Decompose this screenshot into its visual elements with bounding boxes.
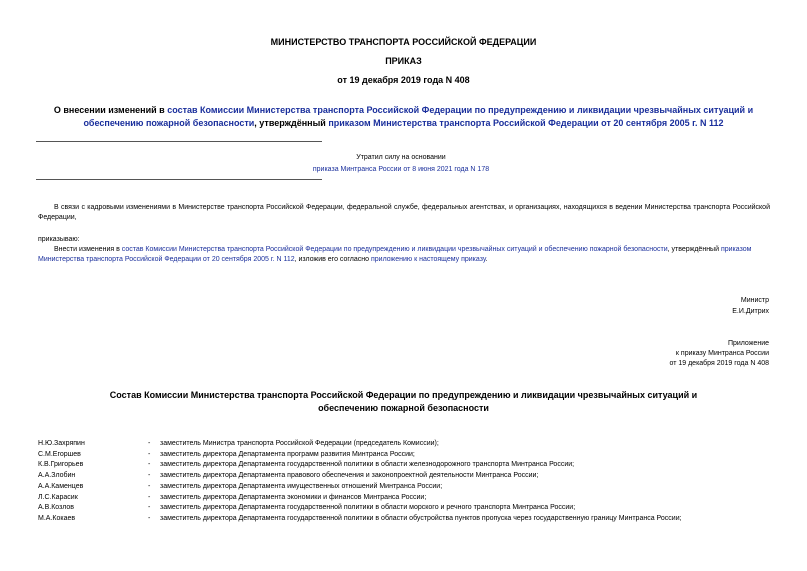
paragraph-intro: В связи с кадровыми изменениями в Министерстве транспорта Российской Федерации, федеральной службе, федеральных агентствах, и организациях, находящихся в ведении Министерства транспорта Российской Федерации,: [38, 204, 770, 221]
appendix-line3: от 19 декабря 2019 года N 408: [669, 360, 769, 367]
member-name: К.В.Григорьев: [38, 461, 84, 469]
order-prefix: Внести изменения в: [54, 246, 122, 253]
title-link-composition[interactable]: состав Комиссии Министерства транспорта Российской Федерации по предупреждению и ликвидации чрезвычайных ситуаций и обеспечению пожарной безопасности: [83, 105, 754, 128]
order-link-composition[interactable]: состав Комиссии Министерства транспорта Российской Федерации по предупреждению и ликвидации чрезвычайных ситуаций и обеспечению пожарной безопасности: [121, 246, 668, 253]
status-link[interactable]: приказа Минтранса России от 8 июня 2021 года N 178: [312, 166, 490, 173]
member-dash: -: [148, 461, 151, 469]
member-role: заместитель директора Департамента экономики и финансов Минтранса России;: [160, 493, 427, 501]
title-prefix: О внесении изменений в: [53, 105, 168, 115]
signature-name: Е.И.Дитрих: [732, 308, 769, 315]
document-date-number: от 19 декабря 2019 года N 408: [337, 75, 470, 85]
ministry-heading: МИНИСТЕРСТВО ТРАНСПОРТА РОССИЙСКОЙ ФЕДЕРАЦИИ: [270, 37, 537, 47]
status-note: Утратил силу на основании: [356, 154, 446, 161]
divider-bottom: [36, 179, 322, 180]
member-dash: -: [148, 493, 151, 501]
member-role: заместитель директора Департамента правового обеспечения и законопроектной деятельности Минтранса России;: [160, 472, 539, 480]
member-role: заместитель директора Департамента имущественных отношений Минтранса России;: [160, 482, 443, 490]
member-name: Л.С.Карасик: [38, 493, 78, 501]
paragraph-order: [38, 245, 770, 264]
member-dash: -: [148, 472, 151, 480]
member-name: М.А.Кокаев: [38, 514, 76, 522]
document-title: [52, 104, 755, 130]
appendix-label: Приложение: [727, 340, 769, 347]
member-name: А.А.Каменцев: [38, 482, 84, 490]
order-link-order-112[interactable]: приказом Министерства транспорта Российской Федерации от 20 сентября 2005 г. N 112: [38, 246, 752, 263]
order-word: приказываю:: [38, 236, 80, 243]
member-role: заместитель директора Департамента государственной политики в области морского и речного транспорта Минтранса России;: [160, 504, 576, 512]
member-dash: -: [148, 504, 151, 512]
order-mid2: , изложив его согласно: [294, 255, 371, 263]
order-mid1: , утверждённый: [667, 246, 721, 253]
member-name: А.В.Козлов: [38, 504, 75, 512]
member-dash: -: [148, 440, 151, 447]
title-middle: , утверждённый: [254, 118, 329, 128]
member-role: заместитель директора Департамента государственной политики в области обустройства пунктов пропуска через государственную границу Минтранса России;: [160, 514, 682, 522]
member-role: заместитель директора Департамента программ развития Минтранса России;: [160, 450, 415, 458]
member-dash: -: [148, 482, 151, 490]
member-name: Н.Ю.Захряпин: [38, 440, 85, 447]
order-end: .: [485, 255, 488, 263]
order-link-appendix[interactable]: приложению к настоящему приказу: [370, 255, 486, 263]
document-type: ПРИКАЗ: [385, 56, 422, 66]
signature-position: Министр: [740, 297, 769, 304]
member-dash: -: [148, 514, 151, 522]
member-dash: -: [148, 450, 151, 458]
member-role: заместитель Министра транспорта Российской Федерации (председатель Комиссии);: [160, 440, 439, 447]
composition-heading: Состав Комиссии Министерства транспорта Российской Федерации по предупреждению и ликвидации чрезвычайных ситуаций и обеспечению пожарной безопасности: [109, 390, 698, 413]
member-role: заместитель директора Департамента государственной политики в области железнодорожного транспорта Минтранса России;: [160, 461, 575, 469]
divider-top: [36, 141, 322, 142]
member-name: А.А.Злобин: [38, 472, 76, 480]
member-name: С.М.Егоршев: [38, 450, 81, 458]
status-link-row: [36, 165, 766, 175]
title-link-order-112[interactable]: приказом Министерства транспорта Российской Федерации от 20 сентября 2005 г. N 112: [328, 118, 724, 128]
appendix-line2: к приказу Минтранса России: [675, 350, 769, 357]
